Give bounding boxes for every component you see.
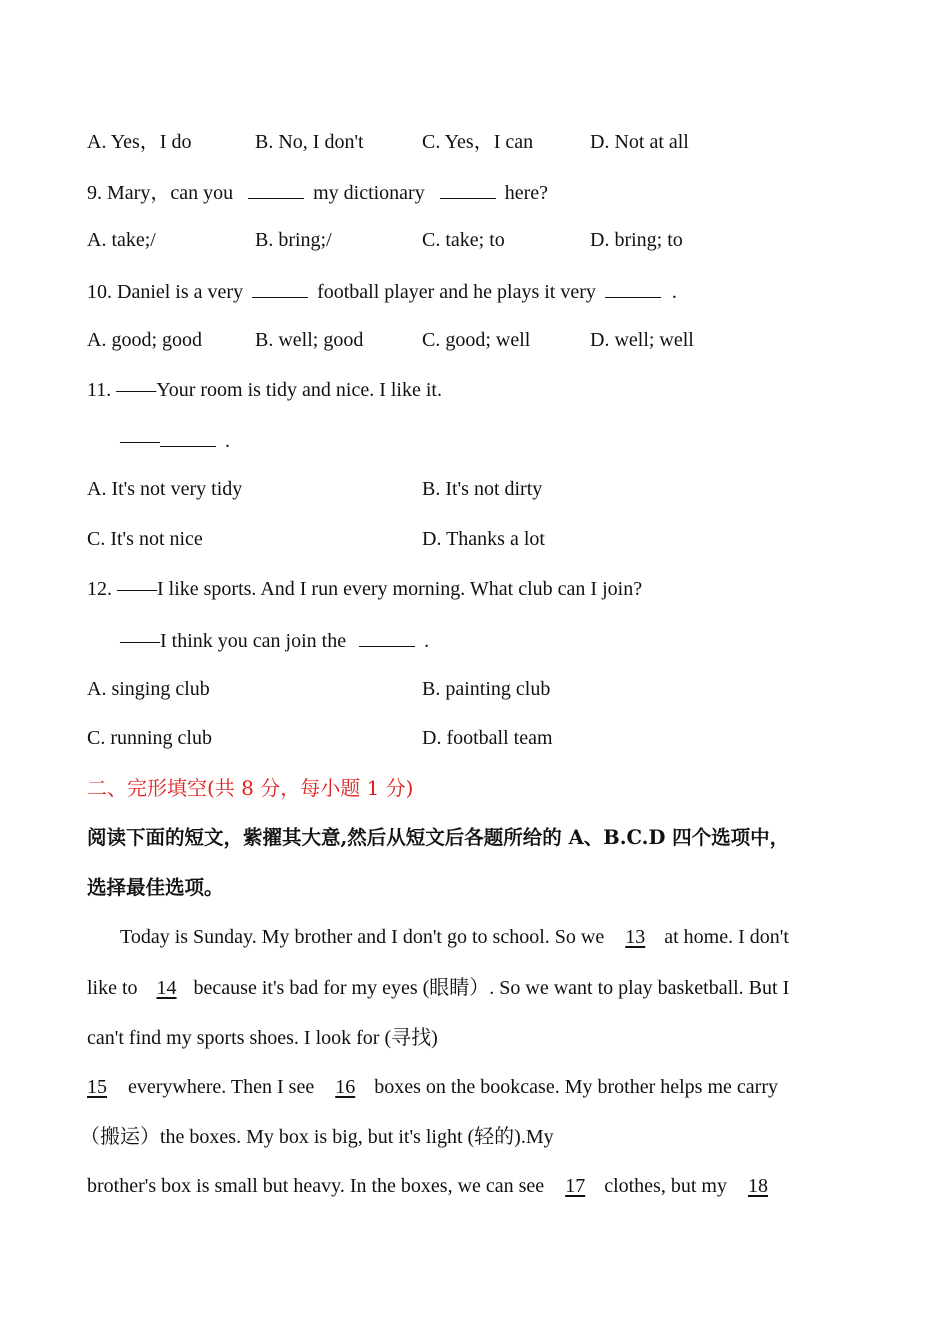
q11-period: . bbox=[225, 430, 230, 452]
q11-option-d[interactable]: D. Thanks a lot bbox=[422, 528, 545, 550]
q11-response bbox=[120, 426, 230, 454]
q11-blank bbox=[160, 426, 216, 447]
blank-13[interactable]: 13 bbox=[625, 926, 646, 948]
section-2-instruction-line-1: 阅读下面的短文，紫擢其大意,然后从短文后各题所给的 A、B.C.D 四个选项中， bbox=[87, 826, 790, 849]
q12-option-a[interactable]: A. singing club bbox=[87, 678, 210, 700]
passage-line-3: can't find my sports shoes. I look for (寻找) bbox=[87, 1027, 438, 1049]
q9-text-3: here? bbox=[504, 182, 549, 204]
q12-blank bbox=[359, 626, 415, 647]
q12-response bbox=[120, 626, 429, 654]
q8-option-c[interactable]: C. Yes，I can bbox=[422, 131, 534, 153]
q11-option-b[interactable]: B. It's not dirty bbox=[422, 478, 543, 500]
q10-option-c[interactable]: C. good; well bbox=[422, 329, 531, 351]
q10-option-d[interactable]: D. well; well bbox=[590, 329, 694, 351]
q12-period: . bbox=[424, 630, 430, 652]
q9-blank-1 bbox=[248, 178, 304, 199]
q11-dash: —— bbox=[120, 430, 160, 452]
passage-text: because it's bad for my eyes (眼睛）. So we want to play basketball. But I bbox=[193, 977, 790, 999]
passage-text: brother's box is small but heavy. In the boxes, we can see bbox=[87, 1175, 545, 1197]
passage-text: like to bbox=[87, 977, 138, 999]
passage-line-6 bbox=[87, 1173, 776, 1199]
q12-stem: 12. ——I like sports. And I run every morning. What club can I join? bbox=[87, 578, 643, 600]
q12-text: ——I think you can join the bbox=[120, 630, 347, 652]
q9-option-c[interactable]: C. take; to bbox=[422, 229, 505, 251]
blank-14[interactable]: 14 bbox=[156, 977, 177, 999]
q9-blank-2 bbox=[440, 178, 496, 199]
q11-option-c[interactable]: C. It's not nice bbox=[87, 528, 203, 550]
blank-17[interactable]: 17 bbox=[565, 1175, 586, 1197]
blank-15[interactable]: 15 bbox=[87, 1076, 107, 1098]
q10-option-a[interactable]: A. good; good bbox=[87, 329, 202, 351]
blank-18[interactable]: 18 bbox=[747, 1175, 768, 1197]
section-2-heading: 二、完形填空(共 8 分，每小题 1 分) bbox=[87, 776, 414, 800]
blank-16[interactable]: 16 bbox=[335, 1076, 356, 1098]
passage-text: Today is Sunday. My brother and I don't go to school. So we bbox=[120, 926, 605, 948]
q9-option-a[interactable]: A. take;/ bbox=[87, 229, 156, 251]
passage-text: at home. I don't bbox=[664, 926, 789, 948]
q11-option-a[interactable]: A. It's not very tidy bbox=[87, 478, 243, 500]
q12-option-d[interactable]: D. football team bbox=[422, 727, 553, 749]
q10-option-b[interactable]: B. well; good bbox=[255, 329, 364, 351]
q9-option-d[interactable]: D. bring; to bbox=[590, 229, 683, 251]
passage-line-1 bbox=[120, 924, 789, 950]
q9-text-2: my dictionary bbox=[313, 182, 425, 204]
passage-line-5: （搬运）the boxes. My box is big, but it's light (轻的).My bbox=[80, 1126, 554, 1148]
q10-blank-1 bbox=[252, 277, 308, 298]
q8-option-b[interactable]: B. No, I don't bbox=[255, 131, 364, 153]
q9-option-b[interactable]: B. bring;/ bbox=[255, 229, 332, 251]
q10-stem bbox=[87, 277, 677, 305]
q12-option-c[interactable]: C. running club bbox=[87, 727, 212, 749]
q8-option-a[interactable]: A. Yes，I do bbox=[87, 131, 192, 153]
q10-text-3: . bbox=[671, 281, 677, 303]
passage-line-2 bbox=[87, 975, 789, 1001]
q11-stem: 11. ——Your room is tidy and nice. I like it. bbox=[87, 379, 442, 401]
passage-text: boxes on the bookcase. My brother helps me carry bbox=[374, 1076, 778, 1098]
passage-text: everywhere. Then I see bbox=[128, 1076, 315, 1098]
q9-text-1: 9. Mary，can you bbox=[87, 182, 234, 204]
section-2-instruction-line-2: 选择最佳选项。 bbox=[87, 876, 224, 899]
passage-line-4 bbox=[87, 1074, 778, 1100]
passage-text: clothes, but my bbox=[604, 1175, 727, 1197]
q8-option-d[interactable]: D. Not at all bbox=[590, 131, 689, 153]
q10-blank-2 bbox=[605, 277, 661, 298]
q9-stem bbox=[87, 178, 548, 206]
q10-text-1: 10. Daniel is a very bbox=[87, 281, 244, 303]
q10-text-2: football player and he plays it very bbox=[317, 281, 596, 303]
q12-option-b[interactable]: B. painting club bbox=[422, 678, 551, 700]
